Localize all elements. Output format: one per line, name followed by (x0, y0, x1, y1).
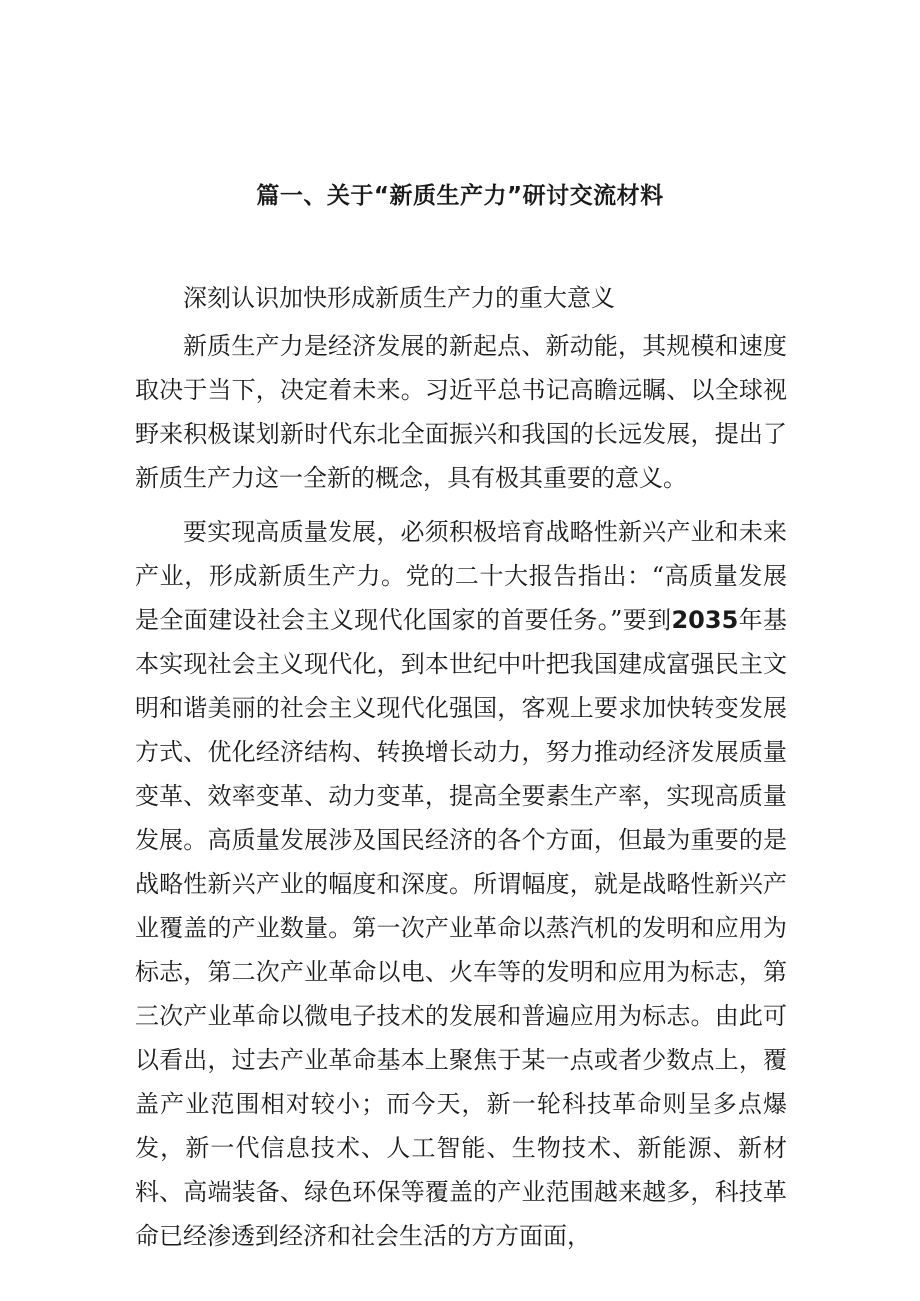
document-title: 篇一、关于“新质生产力”研讨交流材料 (256, 183, 664, 209)
paragraph-2-part-1: 要实现高质量发展，必须积极培育战略性新兴产业和未来产业，形成新质生产力。党的二十大报告指出：“高质量发展是全面建设社会主义现代化国家的首要任务。”要到 (135, 518, 787, 634)
paragraph-2 (135, 510, 787, 1258)
section-subheading: 深刻认识加快形成新质生产力的重大意义 (183, 284, 615, 312)
paragraph-1: 新质生产力是经济发展的新起点、新动能，其规模和速度取决于当下，决定着未来。习近平总书记高瞻远瞩、以全球视野来积极谋划新时代东北全面振兴和我国的长远发展，提出了新质生产力这一全新的概念，具有极其重要的意义。 (135, 332, 787, 492)
paragraph-2-part-2: 年基本实现社会主义现代化，到本世纪中叶把我国建成富强民主文明和谐美丽的社会主义现代化强国，客观上要求加快转变发展方式、优化经济结构、转换增长动力，努力推动经济发展质量变革、效率变革、动力变革，提高全要素生产率，实现高质量发展。高质量发展涉及国民经济的各个方面，但最为重要的是战略性新兴产业的幅度和深度。所谓幅度，就是战略性新兴产业覆盖的产业数量。第一次产业革命以蒸汽机的发明和应用为标志，第二次产业革命以电、火车等的发明和应用为标志，第三次产业革命以微电子技术的发展和普遍应用为标志。由此可以看出，过去产业革命基本上聚焦于某一点或者少数点上，覆盖产业范围相对较小；而今天，新一轮科技革命则呈多点爆发，新一代信息技术、人工智能、生物技术、新能源、新材料、高端装备、绿色环保等覆盖的产业范围越来越多，科技革命已经渗透到经济和社会生活的方方面面， (135, 606, 787, 1250)
document-body (135, 276, 787, 1258)
year-2035: 2035 (671, 606, 739, 634)
